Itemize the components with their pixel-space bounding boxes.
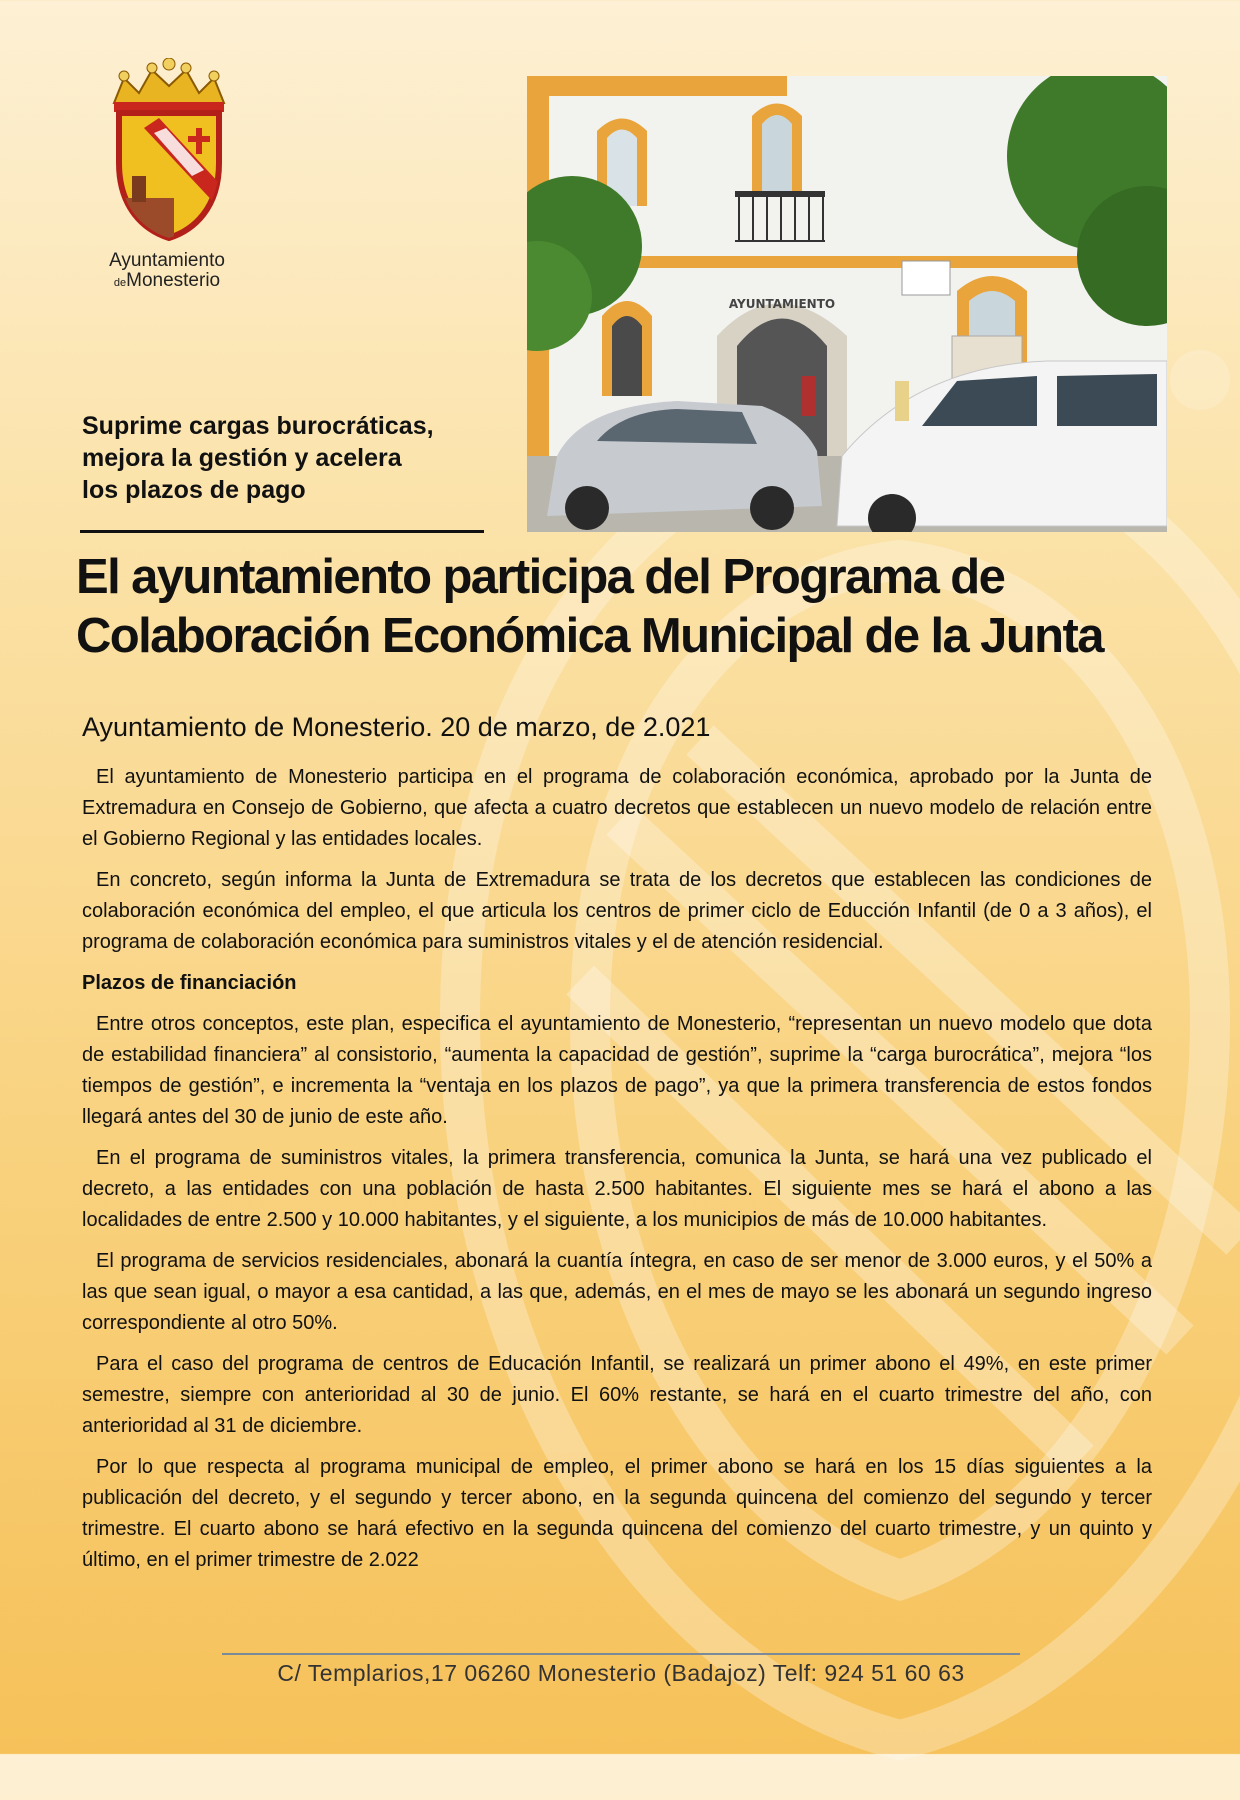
dateline: Ayuntamiento de Monesterio. 20 de marzo, de 2.021 [82,712,711,742]
headline [76,548,1186,666]
logo-town: Monesterio [126,270,221,291]
subtitle-line1: Suprime cargas burocráticas, [82,412,434,440]
paragraph-4: En el programa de suministros vitales, la primera transferencia, comunica la Junta, se hará una vez publicado el decreto, a las entidades con una población de hasta 2.500 habitantes. El siguiente mes se hará el abono a las localidades de entre 2.500 y 10.000 habitantes, y el siguiente, a los municipios de más de 10.000 habitantes. [82,1147,1152,1231]
subtitle [82,410,502,506]
headline-line2: Colaboración Económica Municipal de la Junta [76,609,1103,663]
paragraph-1: El ayuntamiento de Monesterio participa en el programa de colaboración económica, aprobado por la Junta de Extremadura en Consejo de Gobierno, que afecta a cuatro decretos que establecen un nuevo modelo de relación entre el Gobierno Regional y las entidades locales. [82,766,1152,850]
footer-divider [222,1653,1020,1655]
municipal-logo [98,58,248,293]
paragraph-6: Para el caso del programa de centros de Educación Infantil, se realizará un primer abono el 49%, en este primer semestre, siempre con anterioridad al 30 de junio. El 60% restante, se hará en el cuarto trimestre del año, con anterioridad al 31 de diciembre. [82,1353,1152,1437]
article-body [82,762,1152,1586]
coat-of-arms-icon [104,58,234,243]
paragraph-7: Por lo que respecta al programa municipal de empleo, el primer abono se hará en los 15 días siguientes a la publicación del decreto, y el segundo y tercer abono, en la segunda quincena del comienzo del segundo y tercer trimestre. El cuarto abono se hará efectivo en la segunda quincena del comienzo del cuarto trimestre, y un quinto y último, en el primer trimestre de 2.022 [82,1456,1152,1571]
subtitle-line2: mejora la gestión y acelera [82,444,402,472]
section-heading: Plazos de financiación [82,972,297,994]
logo-line2 [98,271,236,293]
logo-line1: Ayuntamiento [109,250,225,271]
logo-de: de [113,277,127,289]
paragraph-3: Entre otros conceptos, este plan, especifica el ayuntamiento de Monesterio, “representan un nuevo modelo que dota de estabilidad financiera” al consistorio, “aumenta la capacidad de gestión”, suprime la “carga burocrática”, mejora “los tiempos de gestión”, e incrementa la “ventaja en los plazos de pago”, ya que la primera transferencia de estos fondos llegará antes del 30 de junio de este año. [82,1013,1152,1128]
subtitle-divider [80,530,484,533]
paragraph-5: El programa de servicios residenciales, abonará la cuantía íntegra, en caso de ser menor de 3.000 euros, y el 50% a las que sean igual, o mayor a esa cantidad, a las que, además, en el mes de mayo se les abonará un segundo ingreso correspondiente al otro 50%. [82,1250,1152,1334]
town-hall-photo [527,76,1167,532]
footer-address: C/ Templarios,17 06260 Monesterio (Badajoz) Telf: 924 51 60 63 [277,1660,965,1686]
paragraph-2: En concreto, según informa la Junta de Extremadura se trata de los decretos que establecen las condiciones de colaboración económica del empleo, el que articula los centros de primer ciclo de Educción Infantil (de 0 a 3 años), el programa de colaboración económica para suministros vitales y el de atención residencial. [82,869,1152,953]
building-sign: AYUNTAMIENTO [728,297,836,311]
subtitle-line3: los plazos de pago [82,476,306,504]
headline-line1: El ayuntamiento participa del Programa de [76,550,1005,604]
